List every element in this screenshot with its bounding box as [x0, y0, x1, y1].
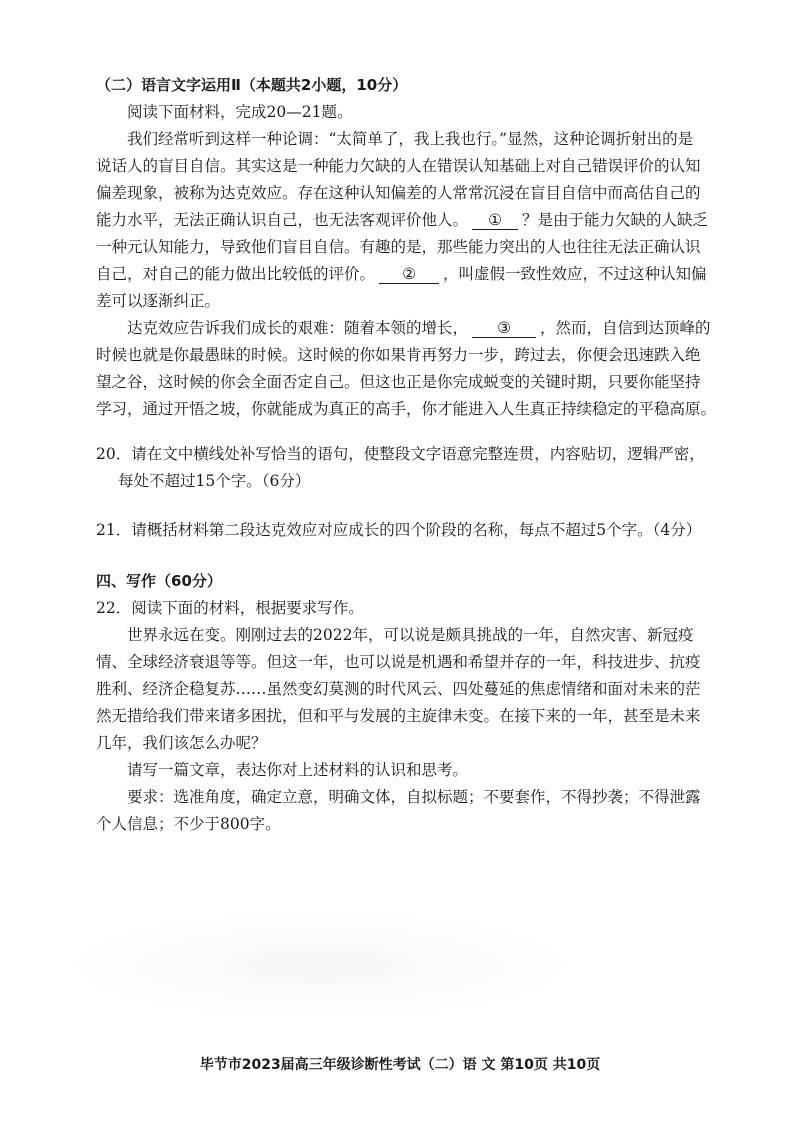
- paragraph-line: 望之谷，这时候的你会全面否定自己。但这也正是你完成蜕变的关键时期，只要你能坚持: [96, 373, 701, 391]
- paragraph-line: 一种元认知能力，导致他们盲目自信。有趣的是，那些能力突出的人也往往无法正确认识: [96, 238, 701, 256]
- paragraph-line: 学习，通过开悟之坡，你就能成为真正的高手，你才能进入人生真正持续稳定的平稳高原。: [96, 400, 717, 418]
- writing-task: 请写一篇文章，表达你对上述材料的认识和思考。: [127, 761, 469, 779]
- material-paragraph-1: [96, 126, 718, 315]
- question-21: [96, 517, 718, 544]
- blank-1: ①: [472, 211, 518, 230]
- reading-instruction: 阅读下面材料，完成20—21题。: [127, 103, 353, 121]
- question-line: 20．请在文中横线处补写恰当的语句，使整段文字语意完整连贯，内容贴切，逻辑严密，: [96, 445, 705, 463]
- question-line: 每处不超过15个字。（6分）: [118, 472, 311, 490]
- paragraph-line: 时候也就是你最愚昧的时候。这时候的你如果肯再努力一步，跨过去，你便会迅速跌入绝: [96, 346, 701, 364]
- question-20: [96, 441, 718, 495]
- material-paragraph-2: [96, 315, 718, 423]
- text-run: 能力水平，无法正确认识自己，也无法客观评价他人。: [96, 211, 469, 229]
- question-22: 22．阅读下面的材料，根据要求写作。: [96, 599, 364, 617]
- page-footer: 毕节市2023届高三年级诊断性考试（二）语 文 第10页 共10页: [199, 1057, 601, 1073]
- text-run: ？是由于能力欠缺的人缺乏: [522, 211, 709, 229]
- paragraph-line: 我们经常听到这样一种论调：“太简单了，我上我也行。”显然，这种论调折射出的是: [127, 130, 694, 148]
- scan-smudge: [60, 910, 580, 1020]
- paragraph-line: [96, 315, 718, 342]
- blank-3: ③: [472, 319, 536, 338]
- question-line: 21．请概括材料第二段达克效应对应成长的四个阶段的名称，每点不超过5个字。（4分）: [96, 521, 702, 539]
- paragraph-line: 胜利、经济企稳复苏……虽然变幻莫测的时代风云、四处蔓延的焦虑情绪和面对未来的茫: [96, 680, 701, 698]
- paragraph-line: 偏差现象，被称为达克效应。存在这种认知偏差的人常常沉浸在盲目自信中而高估自己的: [96, 184, 701, 202]
- paragraph-line: 几年，我们该怎么办呢？: [96, 734, 267, 752]
- exam-page: [96, 72, 718, 838]
- writing-material: [96, 622, 718, 757]
- paragraph-line: 说话人的盲目自信。其实这是一种能力欠缺的人在错误认知基础上对自己错误评价的认知: [96, 157, 701, 175]
- text-run: 自己，对自己的能力做出比较低的评价。: [96, 265, 376, 283]
- paragraph-line: 差可以逐渐纠正。: [96, 292, 221, 310]
- section-heading: （二）语言文字运用Ⅱ（本题共2小题，10分）: [96, 76, 408, 94]
- paragraph-line: 世界永远在变。刚刚过去的2022年，可以说是颇具挑战的一年，自然灾害、新冠疫: [127, 626, 694, 644]
- paragraph-line: 要求：选准角度，确定立意，明确文体，自拟标题；不要套作，不得抄袭；不得泄露: [127, 788, 701, 806]
- paragraph-line: [96, 207, 718, 234]
- paragraph-line: 然无措给我们带来诸多困扰，但和平与发展的主旋律未变。在接下来的一年，甚至是未来: [96, 707, 701, 725]
- paragraph-line: 个人信息；不少于800字。: [96, 815, 281, 833]
- paragraph-line: 情、全球经济衰退等等。但这一年，也可以说是机遇和希望并存的一年，科技进步、抗疫: [96, 653, 701, 671]
- writing-section-heading: 四、写作（60分）: [96, 572, 222, 590]
- writing-requirements: [96, 784, 718, 838]
- text-run: ，然而，自信到达顶峰的: [540, 319, 711, 337]
- text-run: 达克效应告诉我们成长的艰难：随着本领的增长，: [127, 319, 469, 337]
- paragraph-line: [96, 261, 718, 288]
- text-run: ，叫虚假一致性效应，不过这种认知偏: [443, 265, 707, 283]
- blank-2: ②: [379, 265, 439, 284]
